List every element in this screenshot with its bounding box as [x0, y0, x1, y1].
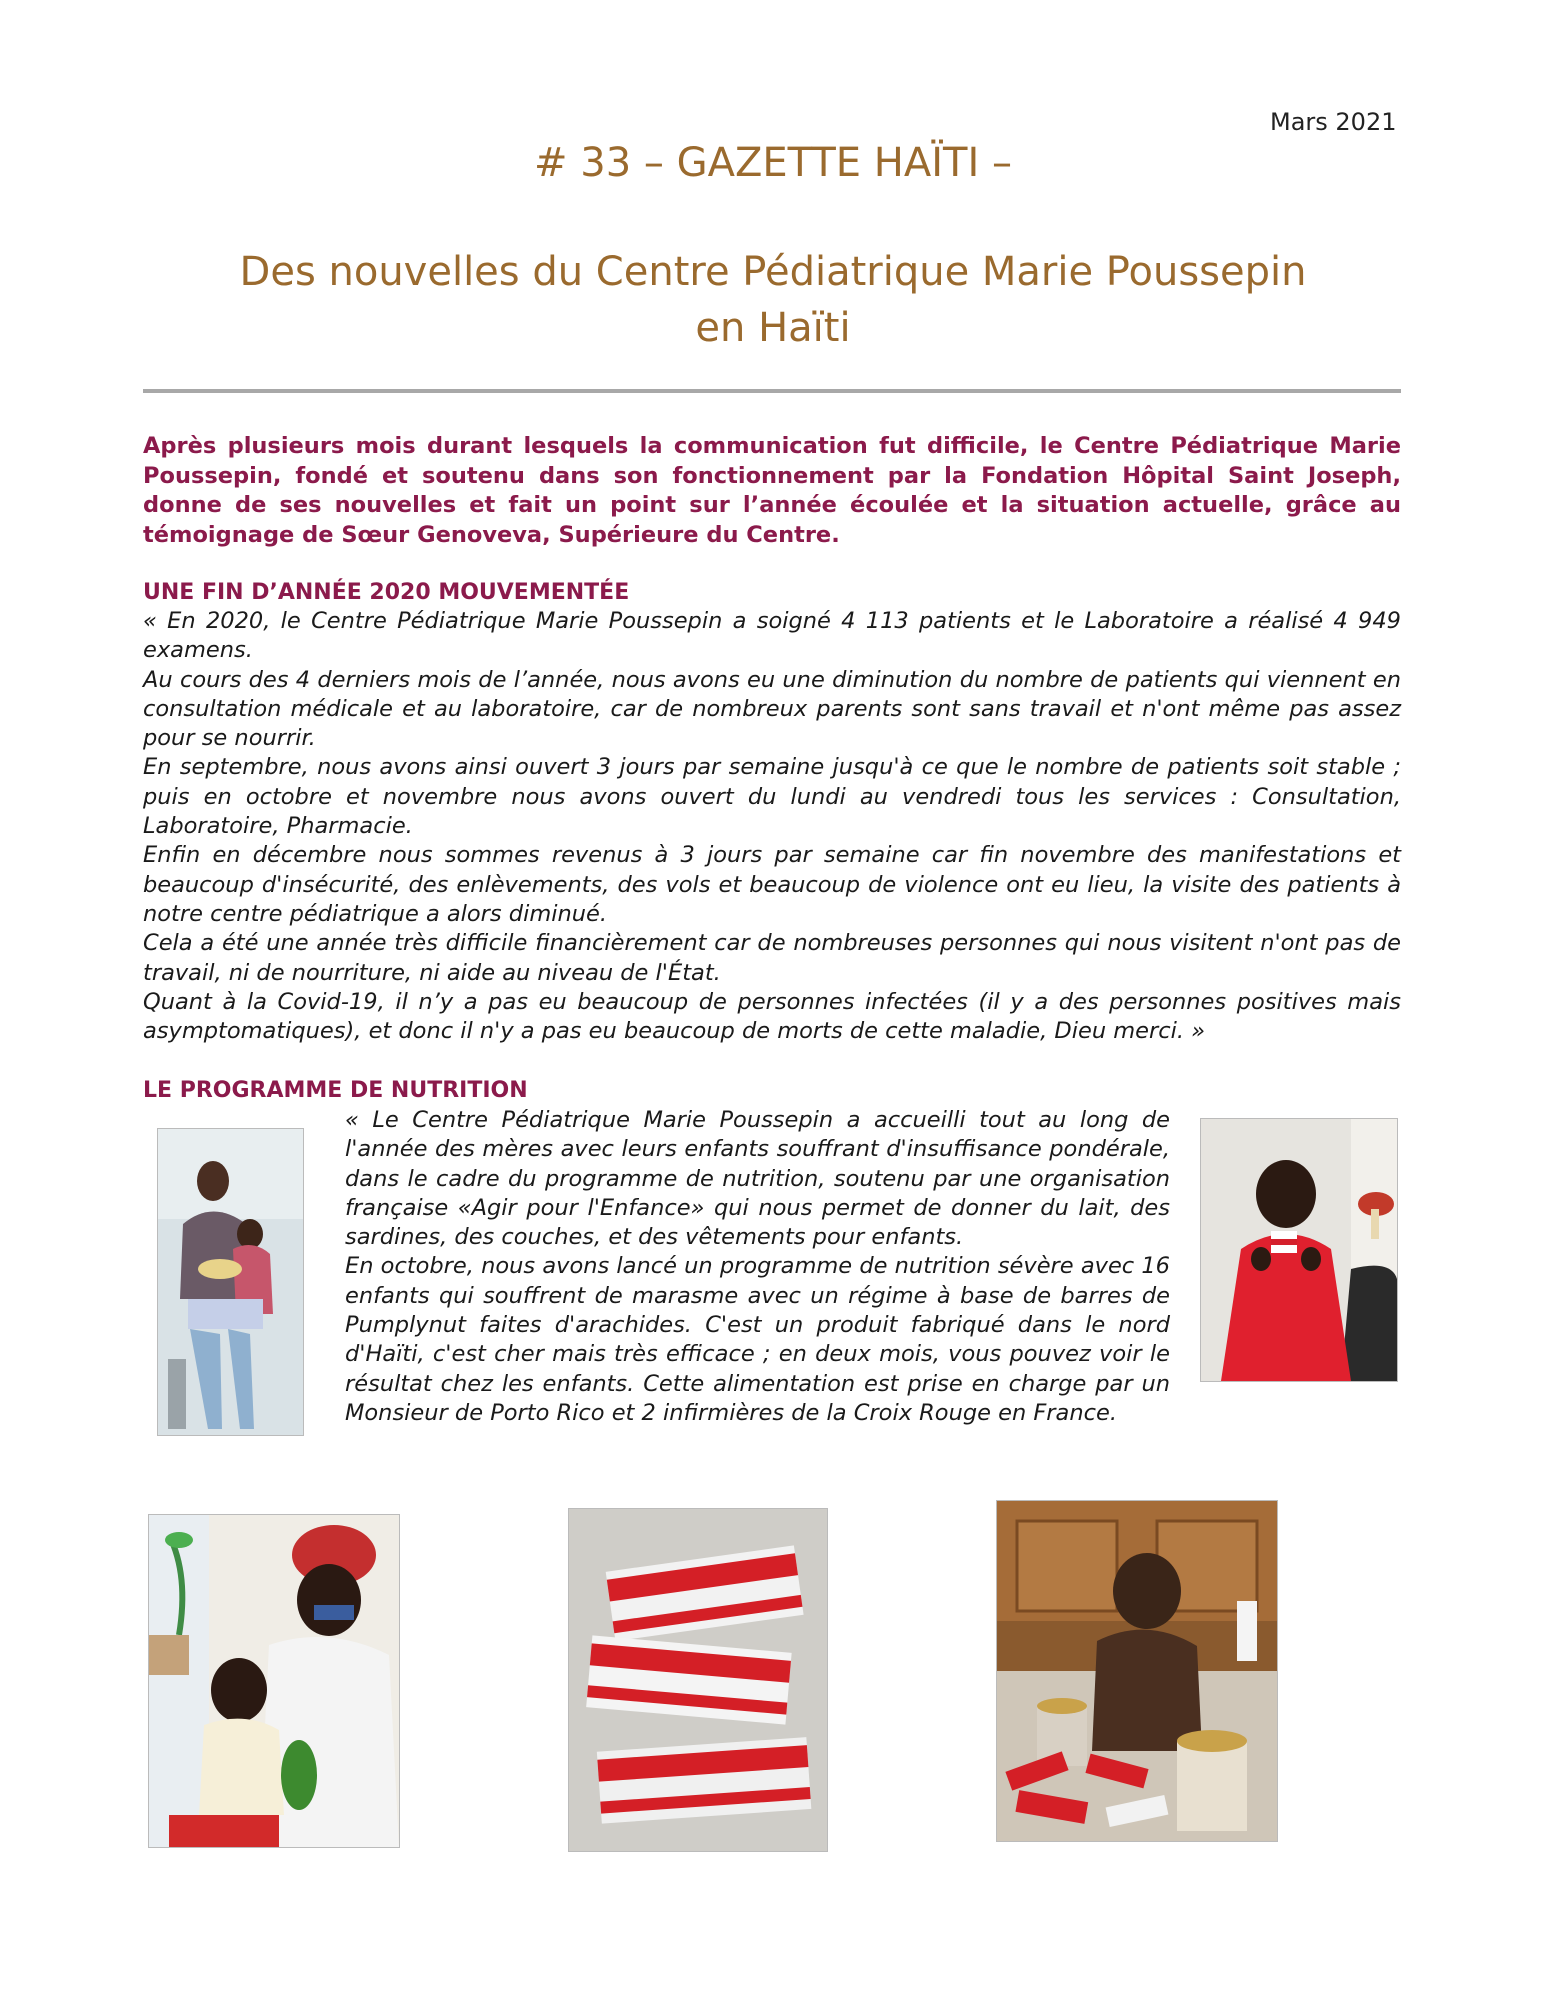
paragraph: Quant à la Covid-19, il n’y a pas eu beaucoup de personnes infectées (il y a des personnes positives mais asymptomatiques), et donc il n'y a pas eu beaucoup de morts de cette maladie, Dieu merci. » — [143, 988, 1401, 1045]
paragraph: Au cours des 4 derniers mois de l’année, nous avons eu une diminution du nombre de patients qui viennent en consultation médicale et au laboratoire, car de nombreux parents sont sans travail et n'ont même pas assez pour se nourrir. — [143, 666, 1401, 752]
page-title-line-1: Des nouvelles du Centre Pédiatrique Marie Poussepin — [239, 249, 1307, 295]
paragraph: Enfin en décembre nous sommes revenus à 3 jours par semaine car fin novembre des manifestations et beaucoup d'insécurité, des enlèvements, des vols et beaucoup de violence ont eu lieu, la visite des patients à notre centre pédiatrique a alors diminué. — [143, 842, 1401, 927]
paragraph: En octobre, nous avons lancé un programme de nutrition sévère avec 16 enfants qui souffrent de marasme avec un régime à base de barres de Pumplynut faites d'arachides. C'est un produit fabriqué dans le nord d'Haïti, c'est cher mais très efficace ; en deux mois, vous pouvez voir le résultat chez les enfants. Cette alimentation est prise en charge par un Monsieur de Porto Rico et 2 infirmières de la Croix Rouge en France. — [345, 1253, 1170, 1426]
divider — [143, 389, 1401, 393]
section-body-year-end — [143, 607, 1401, 1046]
paragraph: « Le Centre Pédiatrique Marie Poussepin a accueilli tout au long de l'année des mères avec leurs enfants souffrant d'insuffisance pondérale, dans le cadre du programme de nutrition, soutenu par une organisation française «Agir pour l'Enfance» qui nous permet de donner du lait, des sardines, des couches, et des vêtements pour enfants. — [345, 1107, 1170, 1251]
issue-date: Mars 2021 — [1270, 108, 1397, 136]
page-title — [180, 244, 1366, 356]
photo-woman-with-child — [148, 1514, 400, 1848]
paragraph: « En 2020, le Centre Pédiatrique Marie Poussepin a soigné 4 113 patients et le Laboratoire a réalisé 4 949 examens. — [143, 608, 1401, 664]
photo-mother-feeding-child — [157, 1128, 304, 1436]
photo-child-with-milk-tins — [996, 1500, 1278, 1842]
section-title-nutrition: LE PROGRAMME DE NUTRITION — [143, 1078, 528, 1103]
section-title-year-end: UNE FIN D’ANNÉE 2020 MOUVEMENTÉE — [143, 580, 630, 605]
paragraph: Cela a été une année très difficile financièrement car de nombreuses personnes qui nous visitent n'ont pas de travail, ni de nourriture, ni aide au niveau de l'État. — [143, 930, 1401, 986]
intro-paragraph: Après plusieurs mois durant lesquels la communication fut difficile, le Centre Pédiatrique Marie Poussepin, fondé et soutenu dans son fonctionnement par la Fondation Hôpital Saint Joseph, donne de ses nouvelles et fait un point sur l’année écoulée et la situation actuelle, grâce au témoignage de Sœur Genoveva, Supérieure du Centre. — [143, 433, 1401, 548]
issue-title: # 33 – GAZETTE HAÏTI – — [534, 140, 1012, 186]
section-body-nutrition — [345, 1106, 1170, 1428]
page-title-line-2: en Haïti — [695, 305, 851, 351]
photo-pumplynut-sachets — [568, 1508, 828, 1852]
paragraph: En septembre, nous avons ainsi ouvert 3 jours par semaine jusqu'à ce que le nombre de patients soit stable ; puis en octobre et novembre nous avons ouvert du lundi au vendredi tous les services : Consultation, Laboratoire, Pharmacie. — [143, 754, 1401, 840]
photo-child-red-dress — [1200, 1118, 1398, 1382]
